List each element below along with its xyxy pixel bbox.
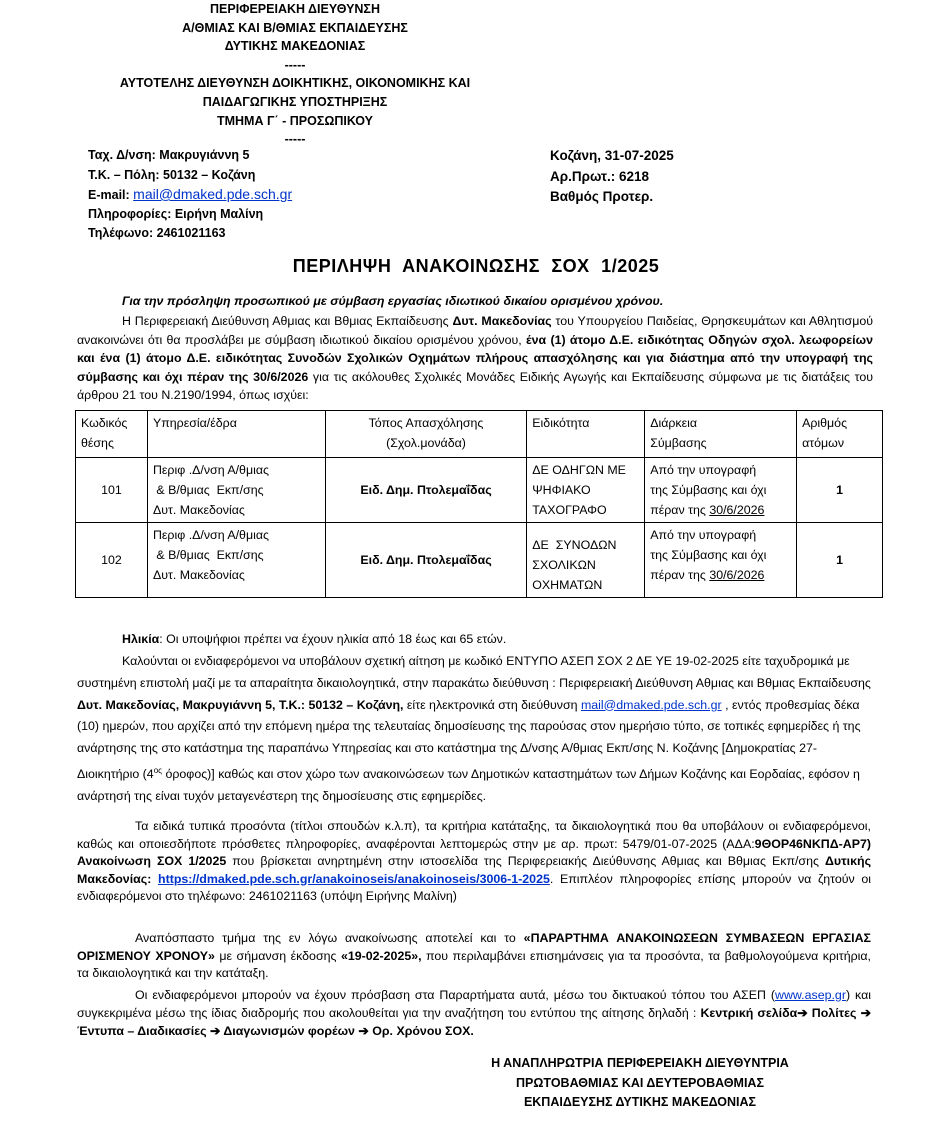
table-row [76, 523, 883, 598]
signature-block [430, 1054, 850, 1113]
cell-count: 1 [797, 523, 883, 598]
annex-text: Αναπόσπαστο τμήμα της εν λόγω ανακοίνωσης αποτελεί και το [135, 931, 524, 945]
application-text: Καλούνται οι ενδιαφερόμενοι να υποβάλουν σχετική αίτηση με κωδικό ΕΝΤΥΠΟ ΑΣΕΠ ΣΟΧ 2 ΔΕ ΥΕ 19-02-2025 είτε ταχυδρομικά με συστημένη επιστολή μαζί με τα απαραίτητα δικαιολογητικά, στην παρακάτω διεύθυνση : Περιφερειακή Διεύθυνση Αθμιας και Βθμιας Εκπαίδευσης [77, 654, 871, 690]
document-subtitle: Για την πρόσληψη προσωπικού με σύμβαση εργασίας ιδιωτικού δικαίου ορισμένου χρόνου. [122, 294, 664, 308]
arrow-right-icon: ➔ [358, 1024, 369, 1038]
cell-place: Ειδ. Δημ. Πτολεμαΐδας [325, 523, 527, 598]
document-date: Κοζάνη, 31-07-2025 [550, 148, 674, 163]
intro-text: για τις ακόλουθες Σχολικές Μονάδες Ειδικής Αγωγής και Εκπαίδευσης σύμφωνα με τις διατάξεις του άρθρου 21 του Ν.2190/1994, όπως ισχύει: [77, 369, 873, 402]
contact-block [88, 146, 292, 244]
arrow-right-icon: ➔ [210, 1024, 221, 1038]
email-link[interactable]: mail@dmaked.pde.sch.gr [133, 186, 293, 202]
path-step: Πολίτες [811, 1006, 857, 1020]
cell-specialty: ΔΕ ΣΥΝΟΔΩΝ ΣΧΟΛΙΚΩΝ ΟΧΗΜΑΤΩΝ [527, 523, 645, 598]
contact-postal: Τ.Κ. – Πόλη: 50132 – Κοζάνη [88, 167, 256, 182]
intro-text: του Υπουργείου Παιδείας, Θρησκευμάτων και Αθλητισμού ανακοινώνει ότι θα προσλάβει με σύμβαση ιδιωτικού δικαίου ορισμένου χρόνου, [77, 314, 873, 347]
letterhead-line: ΤΜΗΜΑ Γ΄ - ΠΡΟΣΩΠΙΚΟΥ [216, 113, 374, 128]
letterhead-line: ΠΕΡΙΦΕΡΕΙΑΚΗ ΔΙΕΥΘΥΝΣΗ [210, 2, 380, 16]
positions-table [75, 410, 883, 598]
document-title: ΠΕΡΙΛΗΨΗ ΑΝΑΚΟΙΝΩΣΗΣ ΣΟΧ 1/2025 [292, 256, 660, 276]
application-address: Δυτ. Μακεδονίας, Μακρυγιάννη 5, Τ.Κ.: 50132 – Κοζάνη, [77, 697, 404, 712]
qualifications-text: που βρίσκεται ανηρτημένη στην ιστοσελίδα της Περιφερειακής Διεύθυνσης Αθμιας και Βθμιας Εκπ/σης [226, 854, 825, 868]
table-header-row [76, 411, 883, 458]
document-meta [550, 146, 674, 208]
age-text: : Οι υποψήφιοι πρέπει να έχουν ηλικία από 18 έως και 65 ετών. [159, 632, 507, 646]
column-header-service: Υπηρεσία/έδρα [147, 411, 325, 458]
intro-bold: Δυτ. Μακεδονίας [452, 314, 552, 328]
intro-bold: ένα (1) άτομο Δ.Ε. ειδικότητας Οδηγών σχολ. λεωφορείων και ένα (1) άτομο Δ.Ε. ειδικότητας Συνοδών Σχολικών Οχημάτων πλήρους απασχόλησης και για διάστημα από την υπογραφή της σύμβασης και όχι πέραν της 30/6/2026 [77, 332, 873, 384]
annex-version: «19-02-2025», [340, 948, 422, 963]
arrow-right-icon: ➔ [860, 1006, 872, 1020]
cell-code: 102 [76, 523, 148, 598]
path-step: Ορ. Χρόνου ΣΟΧ. [372, 1024, 474, 1038]
priority-level: Βαθμός Προτερ. [550, 189, 654, 204]
cell-service: Περιφ .Δ/νση Α/θμιας & Β/θμιας Εκπ/σης Δυτ. Μακεδονίας [147, 458, 325, 523]
access-text: Οι ενδιαφερόμενοι μπορούν να έχουν πρόσβαση στα Παραρτήματα αυτά, μέσω του δικτυακού τόπου του ΑΣΕΠ ( [135, 988, 776, 1002]
age-label: Ηλικία [122, 632, 160, 646]
application-paragraph [77, 651, 877, 808]
cell-code: 101 [76, 458, 148, 523]
qualifications-text [151, 872, 158, 886]
application-text: είτε ηλεκτρονικά στη διεύθυνση [403, 697, 581, 712]
letterhead-line: ΠΑΙΔΑΓΩΓΙΚΗΣ ΥΠΟΣΤΗΡΙΞΗΣ [202, 94, 388, 109]
asep-link[interactable]: www.asep.gr [775, 988, 846, 1002]
letterhead [100, 0, 490, 149]
letterhead-separator: ----- [284, 132, 306, 147]
column-header-place: Τόπος Απασχόλησης (Σχολ.μονάδα) [325, 411, 527, 458]
contact-email-row [88, 185, 292, 205]
application-email-link[interactable]: mail@dmaked.pde.sch.gr [580, 697, 722, 712]
contact-phone: Τηλέφωνο: 2461021163 [88, 226, 226, 240]
cell-count: 1 [797, 458, 883, 523]
column-header-code: Κωδικός θέσης [76, 411, 148, 458]
arrow-right-icon: ➔ [797, 1006, 808, 1020]
announcement-ref: Ανακοίνωση ΣΟΧ 1/2025 [77, 854, 227, 868]
floor-superscript: ος [153, 765, 163, 775]
contact-info: Πληροφορίες: Ειρήνη Μαλίνη [88, 206, 264, 221]
announcement-link[interactable]: https://dmaked.pde.sch.gr/anakoinoseis/anakoinoseis/3006-1-2025 [158, 871, 550, 886]
cell-place: Ειδ. Δημ. Πτολεμαΐδας [325, 458, 527, 523]
letterhead-line: Α/ΘΜΙΑΣ ΚΑΙ Β/ΘΜΙΑΣ ΕΚΠΑΙΔΕΥΣΗΣ [182, 20, 408, 35]
contact-address: Ταχ. Δ/νση: Μακρυγιάννη 5 [88, 148, 250, 162]
table-row [76, 458, 883, 523]
access-text: ) και συγκεκριμένα μέσω της ίδιας διαδρομής που ακολουθείται για την αναζήτηση του εντύπου της αίτησης δηλαδή : [77, 988, 872, 1020]
letterhead-separator: ----- [284, 57, 306, 72]
signature-line: ΠΡΩΤΟΒΑΘΜΙΑΣ ΚΑΙ ΔΕΥΤΕΡΟΒΑΘΜΙΑΣ [516, 1075, 764, 1090]
intro-paragraph [77, 312, 873, 405]
region-name: Δυτικής Μακεδονίας: [77, 854, 872, 886]
signature-line: Η ΑΝΑΠΛΗΡΩΤΡΙΑ ΠΕΡΙΦΕΡΕΙΑΚΗ ΔΙΕΥΘΥΝΤΡΙΑ [491, 1056, 789, 1070]
age-requirement [122, 630, 506, 648]
column-header-specialty: Ειδικότητα [527, 411, 645, 458]
ada-code: 9ΘΟΡ46ΝΚΠΔ-ΑΡ7) [754, 836, 871, 851]
annex-text: που περιλαμβάνει επισημάνσεις για τα προσόντα, τα βαθμολογούμενα κριτήρια, τα δικαιολογητικά και την κατάταξη. [77, 948, 871, 980]
qualifications-text: . Επιπλέον πληροφορίες επίσης μπορούν να ζητούν οι ενδιαφερόμενοι στο τηλέφωνο: 2461021163 (υπόψη Ειρήνης Μαλίνη) [77, 871, 871, 903]
cell-duration: Από την υπογραφή της Σύμβασης και όχι πέραν της 30/6/2026 [645, 523, 797, 598]
annex-text: με σήμανση έκδοσης [214, 948, 341, 963]
letterhead-line: ΑΥΤΟΤΕΛΗΣ ΔΙΕΥΘΥΝΣΗ ΔΟΙΚΗΤΙΚΗΣ, ΟΙΚΟΝΟΜΙΚΗΣ ΚΑΙ [119, 76, 471, 91]
path-step: Διαγωνισμών φορέων [223, 1024, 355, 1038]
cell-duration: Από την υπογραφή της Σύμβασης και όχι πέραν της 30/6/2026 [645, 458, 797, 523]
annex-title: «ΠΑΡΑΡΤΗΜΑ ΑΝΑΚΟΙΝΩΣΕΩΝ ΣΥΜΒΑΣΕΩΝ ΕΡΓΑΣΙΑΣ ΟΡΙΣΜΕΝΟΥ ΧΡΟΝΟΥ» [77, 931, 871, 963]
qualifications-paragraph [77, 818, 871, 906]
cell-service: Περιφ .Δ/νση Α/θμιας & Β/θμιας Εκπ/σης Δυτ. Μακεδονίας [147, 523, 325, 598]
application-text: , εντός προθεσμίας δέκα (10) ημερών, που αρχίζει από την επόμενη ημέρα της τελευταίας δημοσίευσης της παρούσας στον ημερήσιο τύπο, σε τοπικές εφημερίδες ή της ανάρτησης της στο κατάστημα της παραπάνω Υπηρεσίας και στο κατάστημα της Δ/νσης Α/θμιας Εκπ/σης Ν. Κοζάνης [Δημοκρατίας 27-Διοικητήριο (4 [77, 697, 861, 782]
cell-specialty: ΔΕ ΟΔΗΓΩΝ ΜΕ ΨΗΦΙΑΚΟ ΤΑΧΟΓΡΑΦΟ [527, 458, 645, 523]
protocol-number: Αρ.Πρωτ.: 6218 [550, 168, 650, 184]
intro-text: Η Περιφερειακή Διεύθυνση Αθμιας και Βθμιας Εκπαίδευσης [122, 314, 453, 328]
application-text: όροφος)] καθώς και στον χώρο των ανακοινώσεων των Δημοτικών καταστημάτων των Δήμων Κοζάνης και Εορδαίας, εφόσον η ανάρτησή της είναι τυχόν μεταγενέστερη της δημοσίευσης στις εφημερίδες. [77, 767, 860, 803]
annex-paragraph [77, 930, 871, 983]
signature-line: ΕΚΠΑΙΔΕΥΣΗΣ ΔΥΤΙΚΗΣ ΜΑΚΕΔΟΝΙΑΣ [523, 1095, 757, 1109]
path-step: Κεντρική σελίδα [700, 1006, 798, 1020]
letterhead-line: ΔΥΤΙΚΗΣ ΜΑΚΕΔΟΝΙΑΣ [224, 39, 366, 54]
column-header-duration: Διάρκεια Σύμβασης [645, 411, 797, 458]
qualifications-text: Τα ειδικά τυπικά προσόντα (τίτλοι σπουδών κ.λ.π), τα κριτήρια κατάταξης, τα δικαιολογητικά που θα υποβάλουν οι ενδιαφερόμενοι, καθώς και οποιεσδήποτε πρόσθετες πληροφορίες, αναφέρονται λεπτομερώς στην με αρ. πρωτ: 5479/01-07-2025 (ΑΔΑ: [77, 819, 871, 851]
email-label: E-mail: [88, 188, 134, 202]
column-header-count: Αριθμός ατόμων [797, 411, 883, 458]
access-paragraph [77, 986, 871, 1040]
path-step: Έντυπα – Διαδικασίες [77, 1024, 207, 1038]
